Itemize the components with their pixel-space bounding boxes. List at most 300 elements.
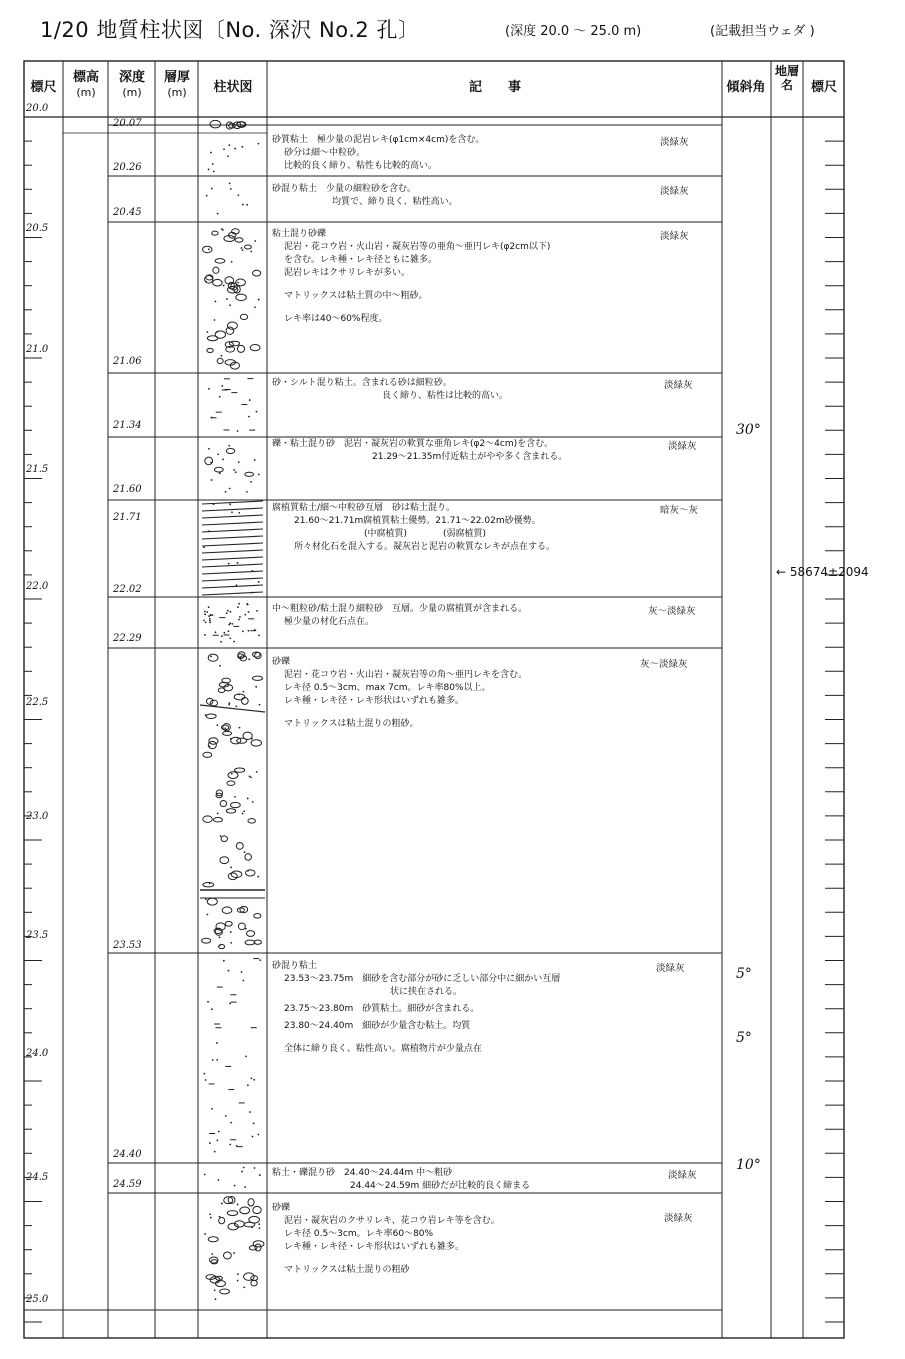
- column-symbol-dot: [226, 612, 228, 614]
- column-symbol-gravel: [244, 245, 251, 249]
- column-symbol-dot: [222, 459, 224, 461]
- layer-color: 暗灰～灰: [660, 505, 699, 516]
- column-symbol-dot: [225, 491, 227, 493]
- column-symbol-gravel: [223, 1252, 231, 1259]
- column-symbol-dot: [243, 1167, 245, 1169]
- column-symbol-gravel: [226, 809, 235, 813]
- column-symbol-gravel: [240, 1207, 250, 1214]
- column-symbol-dot: [251, 592, 253, 594]
- column-symbol-gravel: [227, 1211, 237, 1216]
- layer-description: [272, 502, 722, 554]
- column-symbol-gravel: [205, 457, 213, 465]
- column-symbol-dot: [239, 616, 241, 618]
- column-symbol-hatch: [202, 501, 263, 504]
- layer-description-line: 21.60～21.71m腐植質粘土優勢。21.71～22.02m砂優勢。: [294, 516, 541, 526]
- column-symbol-dot: [207, 1001, 209, 1003]
- column-symbol-band: [200, 705, 265, 712]
- column-symbol-dot: [228, 630, 230, 632]
- column-symbol-dot: [235, 471, 237, 473]
- layer-description-line: 礫・粘土混り砂 泥岩・凝灰岩の軟質な亜角レキ(φ2～4cm)を含む。: [272, 439, 554, 449]
- column-symbol-dot: [224, 727, 226, 729]
- column-symbol-dot: [248, 630, 250, 632]
- depth-label: 20.26: [113, 162, 142, 173]
- column-symbol-dot: [250, 776, 252, 778]
- column-symbol-dot: [209, 618, 211, 620]
- column-symbol-dot: [215, 631, 217, 633]
- column-symbol-dot: [228, 704, 230, 706]
- column-symbol-dot: [204, 1233, 206, 1235]
- header-elevation: [64, 70, 108, 100]
- column-symbol-gravel: [210, 700, 217, 706]
- column-symbol-dot: [241, 971, 243, 973]
- column-symbol-dot: [250, 251, 252, 253]
- depth-label: 22.29: [113, 633, 142, 644]
- column-symbol-dot: [258, 1223, 260, 1225]
- scale-label: 24.0: [26, 1048, 49, 1059]
- column-symbol-hatch: [202, 571, 263, 574]
- column-symbol-dot: [258, 299, 260, 301]
- column-symbol-dot: [220, 641, 222, 643]
- column-symbol-dot: [215, 1298, 217, 1300]
- column-symbol-gravel: [214, 467, 223, 472]
- column-symbol-dot: [239, 727, 241, 729]
- column-symbol-dot: [256, 610, 258, 612]
- column-symbol-dot: [203, 1073, 205, 1075]
- column-symbol-gravel: [215, 1281, 225, 1287]
- column-symbol-dot: [229, 503, 231, 505]
- column-symbol-dot: [250, 1077, 252, 1079]
- column-symbol-dot: [242, 249, 244, 251]
- column-symbol-dot: [229, 1144, 231, 1146]
- scale-label: 21.0: [26, 344, 49, 355]
- column-symbol-dot: [252, 1136, 254, 1138]
- depth-label: 20.07: [113, 118, 142, 129]
- column-symbol-dot: [211, 1008, 213, 1010]
- column-symbol-dot: [211, 479, 213, 481]
- layer-description-line: 砂礫: [272, 657, 291, 667]
- layer-description-line: 腐植質粘土/細～中粒砂互層 砂は粘土混り。: [272, 503, 456, 513]
- layer-description-line: 24.44～24.59m 細砂だが比較的良く締まる: [350, 1181, 531, 1191]
- layer-description-line: 粘土混り砂礫: [272, 229, 327, 239]
- column-symbol-dot: [206, 195, 208, 197]
- layer-description: [272, 377, 722, 403]
- dip-angle: 5°: [736, 1030, 752, 1046]
- column-symbol-dot: [257, 1134, 259, 1136]
- header-depth-label: 深度: [118, 70, 145, 85]
- column-symbol-dot: [228, 563, 230, 565]
- column-symbol-dot: [258, 474, 260, 476]
- column-symbol-dot: [259, 704, 261, 706]
- column-symbol-dot: [229, 1003, 231, 1005]
- layer-description-line: 23.80～24.40m 細砂が少量含む粘土。均質: [284, 1021, 471, 1031]
- layer-description-line: を含む。レキ種・レキ径ともに雑多。: [284, 255, 438, 265]
- column-symbol-dot: [216, 1042, 218, 1044]
- column-symbol-dot: [227, 610, 229, 612]
- column-symbol-dot: [218, 1131, 220, 1133]
- column-symbol-gravel: [247, 931, 255, 937]
- column-symbol-dot: [214, 1289, 216, 1291]
- column-symbol-dot: [228, 970, 230, 972]
- column-symbol-gravel: [254, 913, 261, 918]
- column-symbol-dot: [205, 621, 207, 623]
- header-thickness-unit: (m): [167, 86, 187, 99]
- age-annotation: ← 58674±2094: [776, 565, 869, 579]
- column-symbol-dot: [226, 298, 228, 300]
- header-scale: 標尺: [30, 80, 57, 95]
- column-symbol-dot: [223, 632, 225, 634]
- column-symbol-dot: [220, 835, 222, 837]
- layer-color: 淡緑灰: [660, 137, 689, 148]
- column-symbol-dot: [235, 706, 237, 708]
- column-symbol-dot: [245, 1055, 247, 1057]
- scale-label: 20.5: [26, 223, 49, 234]
- layer-description-line: 泥岩・凝灰岩のクサリレキ、花コウ岩レキ等を含む。: [284, 1216, 500, 1226]
- column-symbol-gravel: [253, 270, 261, 276]
- layer-description-line: 砂質粘土 極少量の泥岩レキ(φ1cm×4cm)を含む。: [272, 135, 485, 145]
- layer-description-line: レキ率は40～60%程度。: [284, 314, 388, 324]
- column-symbol-dot: [237, 562, 239, 564]
- column-symbol-gravel: [203, 816, 213, 822]
- column-symbol-dot: [216, 724, 218, 726]
- layer-description-line: 中～粗粒砂/粘土混り細粒砂 互層。少量の腐植質が含まれる。: [272, 604, 528, 614]
- layer-description-line: 良く締り、粘性は比較的高い。: [382, 391, 509, 401]
- layer-description-line: マトリックスは粘土混りの粗砂: [284, 1265, 410, 1275]
- column-symbol-dot: [209, 1142, 211, 1144]
- column-symbol-hatch: [202, 564, 263, 567]
- column-symbol-gravel: [226, 448, 234, 453]
- column-symbol-gravel: [242, 697, 249, 704]
- layer-description-line: マトリックスは粘土混りの粗砂。: [284, 719, 419, 729]
- column-symbol-gravel: [219, 1217, 225, 1223]
- column-symbol-dot: [213, 503, 215, 505]
- column-symbol-gravel: [207, 348, 213, 352]
- layer-color: 淡緑灰: [660, 186, 689, 197]
- layer-color: 淡緑灰: [668, 441, 697, 452]
- column-symbol-hatch: [202, 585, 263, 588]
- layer-description-line: レキ種・レキ径・レキ形状はいずれも雑多。: [284, 696, 465, 706]
- scale-label: 22.5: [26, 697, 49, 708]
- column-symbol-dot: [204, 613, 206, 615]
- column-symbol-dot: [245, 928, 247, 930]
- column-symbol-dot: [209, 746, 211, 748]
- column-symbol-gravel: [225, 921, 232, 926]
- column-symbol-dot: [256, 771, 258, 773]
- column-symbol-gravel: [221, 836, 227, 842]
- column-symbol-gravel: [237, 345, 244, 352]
- column-symbol-dot: [219, 396, 221, 398]
- column-symbol-gravel: [203, 246, 213, 253]
- layer-description-line: (中腐植質) (弱腐植質): [364, 529, 487, 539]
- column-symbol-dot: [259, 1227, 261, 1229]
- column-symbol-gravel: [252, 676, 262, 680]
- depth-label: 21.71: [113, 512, 142, 523]
- column-symbol-dot: [242, 204, 244, 206]
- layer-description-line: 全体に締り良く、粘性高い。腐植物片が少量点在: [284, 1044, 482, 1054]
- column-symbol-dot: [211, 1108, 213, 1110]
- column-symbol-dot: [227, 155, 229, 157]
- column-symbol-dot: [248, 658, 250, 660]
- layer-description-line: 23.53～23.75m 細砂を含む部分が砂に乏しい部分中に細かい互層: [284, 974, 561, 984]
- column-symbol-hatch: [202, 536, 263, 539]
- layer-description-line: レキ径 0.5～3cm。レキ率60～80%: [284, 1229, 434, 1239]
- column-symbol-dot: [256, 411, 258, 413]
- header-depth: [109, 70, 155, 100]
- column-symbol-dot: [209, 621, 211, 623]
- column-symbol-gravel: [206, 714, 216, 718]
- column-symbol-dot: [237, 1204, 239, 1206]
- column-symbol-gravel: [227, 781, 235, 786]
- column-symbol-dot: [229, 304, 231, 306]
- column-symbol-dot: [258, 581, 260, 583]
- column-symbol-gravel: [249, 1246, 257, 1250]
- column-symbol-dot: [244, 614, 246, 616]
- column-symbol-gravel: [210, 120, 221, 127]
- header-description: 記 事: [468, 80, 521, 95]
- column-symbol-gravel: [203, 883, 214, 887]
- column-symbol-gravel: [235, 238, 243, 242]
- column-symbol-dot: [204, 634, 206, 636]
- column-symbol-dot: [205, 714, 207, 716]
- column-symbol-dot: [223, 285, 225, 287]
- column-symbol-dot: [237, 1273, 239, 1275]
- layer-description-line: 砂分は細～中粒砂。: [284, 148, 366, 158]
- layer-description: [272, 438, 722, 464]
- column-symbol-dot: [230, 611, 232, 613]
- column-symbol-dot: [238, 693, 240, 695]
- column-symbol-hatch: [202, 529, 263, 532]
- column-symbol-dot: [221, 1203, 223, 1205]
- column-symbol-dot: [231, 773, 233, 775]
- column-symbol-dot: [219, 665, 221, 667]
- column-symbol-dot: [246, 491, 248, 493]
- column-symbol-dot: [214, 1151, 216, 1153]
- column-symbol-gravel: [213, 267, 219, 273]
- column-symbol-dot: [223, 148, 225, 150]
- column-symbol-dot: [217, 1140, 219, 1142]
- layer-description-line: 所々材化石を混入する。凝灰岩と泥岩の軟質なレキが点在する。: [294, 542, 556, 552]
- column-symbol-dot: [254, 306, 256, 308]
- column-symbol-gravel: [248, 1199, 254, 1206]
- column-symbol-dot: [243, 1286, 245, 1288]
- column-symbol-dot: [211, 614, 213, 616]
- layer-description-line: 粘土・礫混り砂 24.40～24.44m 中～粗砂: [272, 1168, 453, 1178]
- column-symbol-gravel: [251, 740, 261, 746]
- column-symbol-dot: [209, 1213, 211, 1215]
- column-symbol-dot: [243, 810, 245, 812]
- layer-color: 淡緑灰: [664, 380, 693, 391]
- column-symbol-dot: [214, 319, 216, 321]
- column-symbol-hatch: [202, 522, 263, 525]
- column-symbol-dot: [211, 188, 213, 190]
- column-symbol-dot: [242, 631, 244, 633]
- column-symbol-gravel: [208, 1237, 218, 1242]
- column-symbol-dot: [229, 488, 231, 490]
- column-symbol-dot: [221, 355, 223, 357]
- layer-description-line: 23.75～23.80m 砂質粘土。細砂が含まれる。: [284, 1004, 480, 1014]
- column-symbol-dot: [229, 183, 231, 185]
- column-symbol-dot: [238, 512, 240, 514]
- column-symbol-dot: [242, 813, 244, 815]
- layer-description-line: 砂混り粘土: [272, 961, 318, 971]
- layer-color: 淡緑灰: [668, 1170, 697, 1181]
- column-symbol-dot: [204, 1174, 206, 1176]
- column-symbol-dot: [248, 416, 250, 418]
- column-symbol-dot: [236, 584, 238, 586]
- column-symbol-dot: [237, 1280, 239, 1282]
- depth-label: 21.60: [113, 484, 142, 495]
- column-symbol-gravel: [230, 802, 240, 807]
- column-symbol-dot: [234, 148, 236, 150]
- column-symbol-gravel: [213, 817, 222, 821]
- column-symbol-dot: [249, 1111, 251, 1113]
- column-symbol-gravel: [213, 279, 222, 286]
- column-symbol-gravel: [207, 898, 217, 905]
- column-symbol-dot: [205, 1079, 207, 1081]
- column-symbol-dot: [251, 570, 253, 572]
- layer-description: [272, 960, 722, 1056]
- layer-description-line: 泥岩・花コウ岩・火山岩・凝灰岩等の亜角～亜円レキ(φ2cm以下): [284, 242, 551, 252]
- header-formation: 地層名: [774, 64, 799, 92]
- layer-color: 淡緑灰: [656, 963, 685, 974]
- column-symbol-dot: [219, 936, 221, 938]
- column-symbol-gravel: [228, 873, 237, 880]
- column-symbol-gravel: [220, 1289, 230, 1294]
- column-symbol-gravel: [222, 907, 232, 914]
- column-symbol-dot: [215, 301, 217, 303]
- column-symbol-dot: [211, 417, 213, 419]
- column-symbol-dot: [251, 1227, 253, 1229]
- scale-label: 23.0: [26, 811, 49, 822]
- column-symbol-gravel: [217, 358, 223, 363]
- column-symbol-dot: [247, 870, 249, 872]
- column-symbol-dot: [236, 1145, 238, 1147]
- column-symbol-dot: [247, 1084, 249, 1086]
- column-symbol-dot: [238, 603, 240, 605]
- column-symbol-dot: [258, 634, 260, 636]
- column-symbol-dot: [231, 623, 233, 625]
- column-symbol-gravel: [249, 1216, 260, 1223]
- column-symbol-gravel: [207, 336, 217, 341]
- column-symbol-hatch: [202, 578, 263, 581]
- layer-color: 淡緑灰: [660, 231, 689, 242]
- column-symbol-dot: [208, 388, 210, 390]
- column-symbol-dot: [207, 331, 209, 333]
- layer-description-line: レキ径 0.5～3cm、max 7cm。レキ率80%以上。: [284, 683, 491, 693]
- column-symbol-dot: [211, 1253, 213, 1255]
- depth-label: 20.45: [113, 207, 142, 218]
- column-symbol-dot: [209, 882, 211, 884]
- column-symbol-gravel: [228, 772, 238, 779]
- column-symbol-gravel: [236, 294, 247, 300]
- column-symbol-gravel: [246, 870, 255, 876]
- column-symbol-dot: [219, 472, 221, 474]
- scale-label: 22.0: [26, 581, 49, 592]
- column-symbol-dot: [249, 399, 251, 401]
- column-symbol-gravel: [202, 938, 211, 943]
- column-symbol-dot: [230, 931, 232, 933]
- header-scale-right: 標尺: [810, 80, 837, 95]
- author-note: (記載担当ウェダ ): [710, 24, 815, 39]
- column-symbol-dot: [250, 481, 252, 483]
- layer-color: 淡緑灰: [664, 1213, 693, 1224]
- column-symbol-dot: [210, 1217, 212, 1219]
- depth-label: 21.34: [113, 420, 142, 431]
- column-symbol-dot: [237, 282, 239, 284]
- column-symbol-hatch: [202, 592, 263, 595]
- header-thickness-label: 層厚: [163, 70, 190, 85]
- column-symbol-gravel: [245, 940, 255, 945]
- column-symbol-dot: [258, 143, 260, 145]
- column-symbol-gravel: [245, 854, 251, 861]
- column-symbol-dot: [254, 1167, 256, 1169]
- column-symbol-dot: [208, 606, 210, 608]
- column-symbol-dot: [212, 163, 214, 165]
- scale-label: 25.0: [26, 1294, 49, 1305]
- column-symbol-dot: [228, 445, 230, 447]
- column-symbol-gravel: [220, 857, 229, 864]
- layer-description-line: 極少量の材化石点在。: [284, 617, 375, 627]
- column-symbol-dot: [217, 1179, 219, 1181]
- column-symbol-dot: [213, 171, 215, 173]
- dip-angle: 5°: [736, 966, 752, 982]
- layer-description-line: 砂・シルト混り粘土。含まれる砂は細粒砂。: [272, 378, 452, 388]
- column-symbol-dot: [233, 469, 235, 471]
- column-symbol-gravel: [243, 732, 252, 739]
- layer-description: [272, 228, 722, 326]
- column-symbol-gravel: [255, 1244, 261, 1251]
- column-symbol-dot: [229, 144, 231, 146]
- column-symbol-dot: [208, 248, 210, 250]
- column-symbol-dot: [242, 980, 244, 982]
- column-symbol-dot: [204, 611, 206, 613]
- dip-angle: 10°: [736, 1157, 761, 1173]
- column-symbol-dot: [217, 813, 219, 815]
- scale-label: 24.5: [26, 1172, 49, 1183]
- column-symbol-dot: [203, 619, 205, 621]
- column-symbol-dot: [206, 611, 208, 613]
- column-symbol-gravel: [250, 344, 260, 350]
- column-symbol-dot: [230, 866, 232, 868]
- column-symbol-gravel: [220, 800, 226, 806]
- column-symbol-dot: [207, 914, 209, 916]
- column-symbol-dot: [222, 229, 224, 231]
- column-symbol-gravel: [208, 654, 218, 661]
- column-symbol-gravel: [248, 819, 255, 824]
- column-symbol-dot: [216, 1059, 218, 1061]
- column-symbol-dot: [205, 281, 207, 283]
- column-symbol-hatch: [202, 543, 263, 546]
- column-symbol-dot: [237, 194, 239, 196]
- column-symbol-dot: [231, 261, 233, 263]
- depth-label: 24.40: [113, 1149, 142, 1160]
- column-symbol-gravel: [231, 737, 241, 744]
- column-symbol-dot: [205, 899, 207, 901]
- column-symbol-dot: [234, 796, 236, 798]
- layer-description: [272, 134, 722, 173]
- column-symbol-dot: [210, 152, 212, 154]
- column-symbol-gravel: [251, 1280, 257, 1286]
- column-symbol-gravel: [223, 731, 232, 735]
- column-symbol-dot: [230, 1122, 232, 1124]
- column-symbol-dot: [254, 459, 256, 461]
- header-depth-unit: (m): [122, 86, 142, 99]
- column-symbol-dot: [247, 798, 249, 800]
- header-dip: 傾斜角: [726, 80, 766, 95]
- column-symbol-dot: [244, 851, 246, 853]
- column-symbol-dot: [208, 448, 210, 450]
- column-symbol-gravel: [226, 327, 234, 334]
- column-symbol-gravel: [244, 1273, 255, 1280]
